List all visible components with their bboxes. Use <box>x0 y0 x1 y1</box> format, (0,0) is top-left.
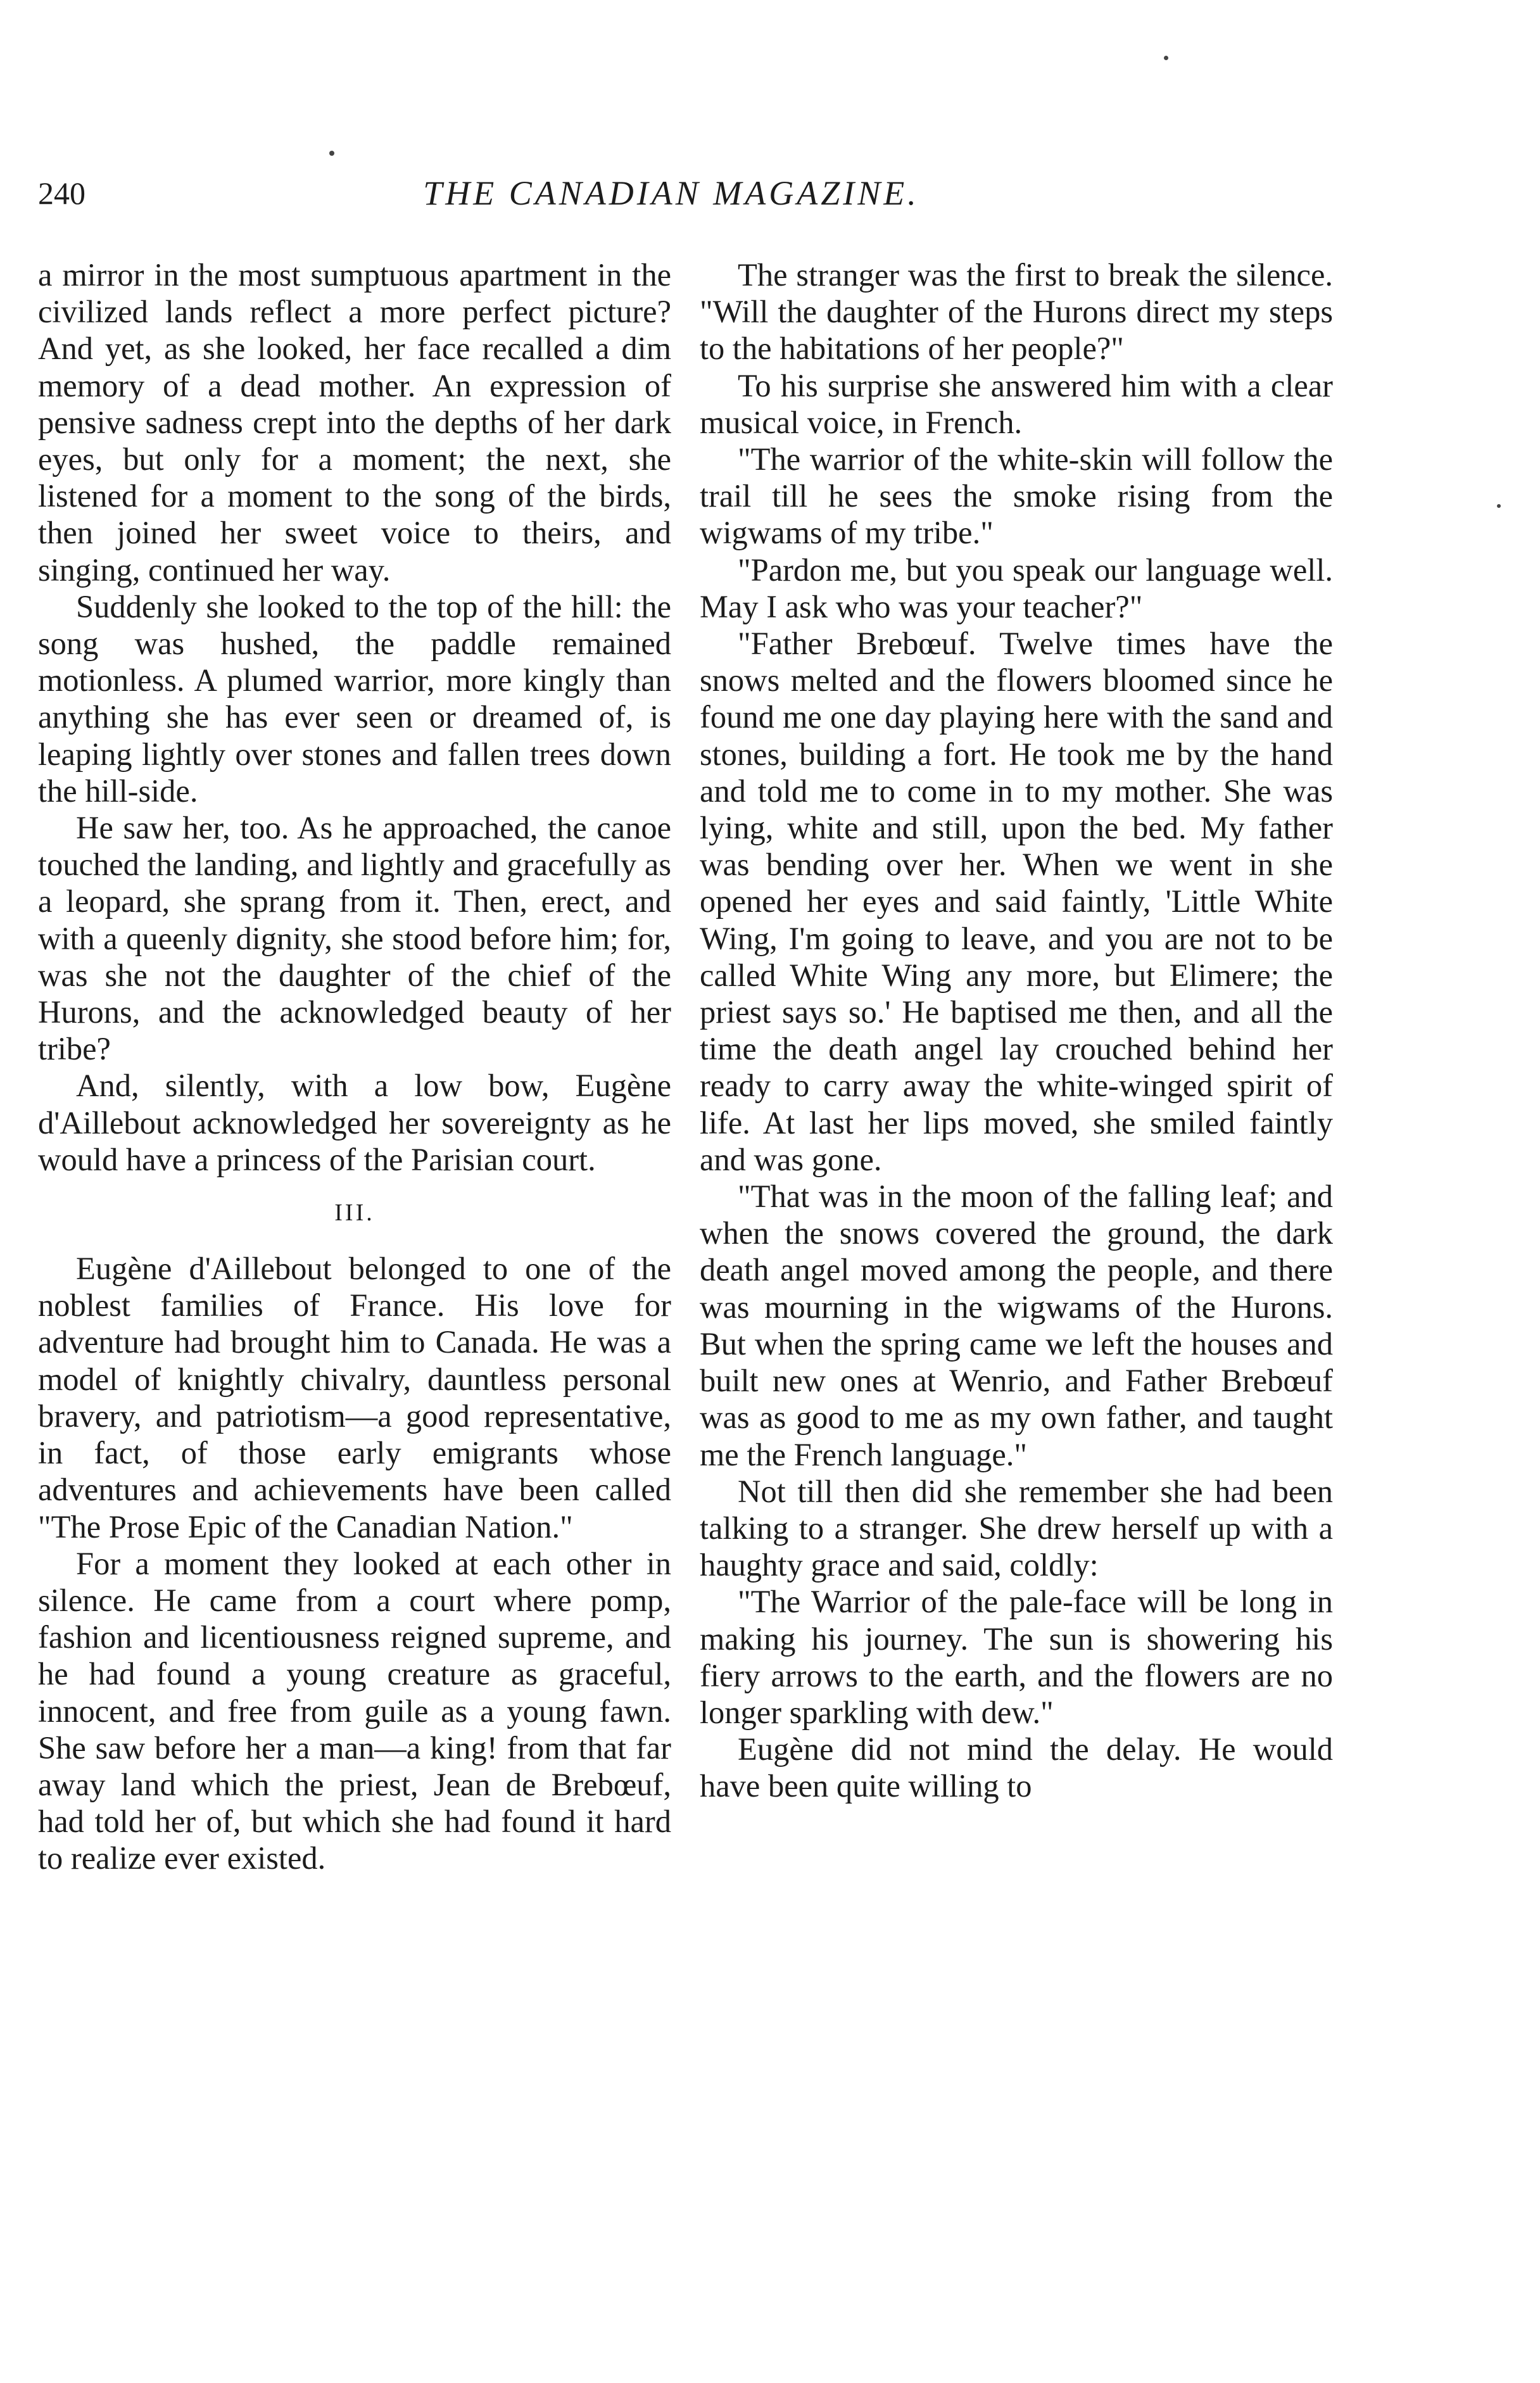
paragraph: For a moment they looked at each other in silence. He came from a court where pomp, fashion and licentiousness reigned supreme, and he had found a young creature as graceful, innocent, and free from guile as a young fawn. She saw before her a man—a king! from that far away land which the priest, Jean de Brebœuf, had told her of, but which she had found it hard to realize ever existed. <box>38 1545 671 1876</box>
paragraph: Not till then did she remember she had been talking to a stranger. She drew herself up with a haughty grace and said, coldly: <box>700 1473 1333 1583</box>
paragraph: "The warrior of the white-skin will follow the trail till he sees the smoke rising from the wigwams of my tribe." <box>700 441 1333 551</box>
ink-speck <box>1497 504 1501 508</box>
paragraph: "Father Brebœuf. Twelve times have the snows melted and the flowers bloomed since he found me one day playing here with the sand and stones, building a fort. He took me by the hand and told me to come in to my mother. She was lying, white and still, upon the bed. My father was bending over her. When we went in she opened her eyes and said faintly, 'Little White Wing, I'm going to leave, and you are not to be called White Wing any more, but Elimere; the priest says so.' He baptised me then, and all the time the death angel lay crouched behind her ready to carry away the white-winged spirit of life. At last her lips moved, she smiled faintly and was gone. <box>700 626 1333 1177</box>
paragraph: a mirror in the most sumptuous apartment in the civilized lands reflect a more perfect picture? And yet, as she looked, her face recalled a dim memory of a dead mother. An expression of pensive sadness crept into the depths of her dark eyes, but only for a moment; the next, she listened for a moment to the song of the birds, then joined her sweet voice to theirs, and singing, continued her way. <box>38 257 671 588</box>
paragraph: To his surprise she answered him with a clear musical voice, in French. <box>700 367 1333 440</box>
left-column <box>38 256 671 1877</box>
page-header <box>38 165 1304 222</box>
ink-speck <box>1164 56 1168 60</box>
paragraph: Suddenly she looked to the top of the hill: the song was hushed, the paddle remained motionless. A plumed warrior, more kingly than anything she has ever seen or dreamed of, is leaping lightly over stones and fallen trees down the hill-side. <box>38 588 671 809</box>
paragraph: Eugène did not mind the delay. He would have been quite willing to <box>700 1731 1333 1804</box>
page-number: 240 <box>38 175 85 211</box>
paragraph: And, silently, with a low bow, Eugène d'Aillebout acknowledged her sovereignty as he would have a princess of the Parisian court. <box>38 1068 671 1177</box>
paragraph: Eugène d'Aillebout belonged to one of the noblest families of France. His love for adventure had brought him to Canada. He was a model of knightly chivalry, dauntless personal bravery, and patriotism—a good representative, in fact, of those early emigrants whose adventures and achievements have been called "The Prose Epic of the Canadian Nation." <box>38 1251 671 1545</box>
running-title: THE CANADIAN MAGAZINE. <box>423 174 919 212</box>
ink-speck <box>329 151 334 156</box>
paragraph: "That was in the moon of the falling leaf; and when the snows covered the ground, the dark death angel moved among the people, and there was mourning in the wigwams of the Hurons. But when the spring came we left the houses and built new ones at Wenrio, and Father Brebœuf was as good to me as my own father, and taught me the French language." <box>700 1179 1333 1472</box>
paragraph: "The Warrior of the pale-face will be long in making his journey. The sun is showering his fiery arrows to the earth, and the flowers are no longer sparkling with dew." <box>700 1584 1333 1730</box>
paragraph: The stranger was the first to break the silence. "Will the daughter of the Hurons direct my steps to the habitations of her people?" <box>700 257 1333 367</box>
paragraph: "Pardon me, but you speak our language well. May I ask who was your teacher?" <box>700 552 1333 624</box>
right-column <box>700 256 1333 1805</box>
section-heading: III. <box>334 1199 375 1227</box>
paragraph: He saw her, too. As he approached, the canoe touched the landing, and lightly and gracefully as a leopard, she sprang from it. Then, erect, and with a queenly dignity, she stood before him; for, was she not the daughter of the chief of the Hurons, and the acknowledged beauty of her tribe? <box>38 810 671 1067</box>
